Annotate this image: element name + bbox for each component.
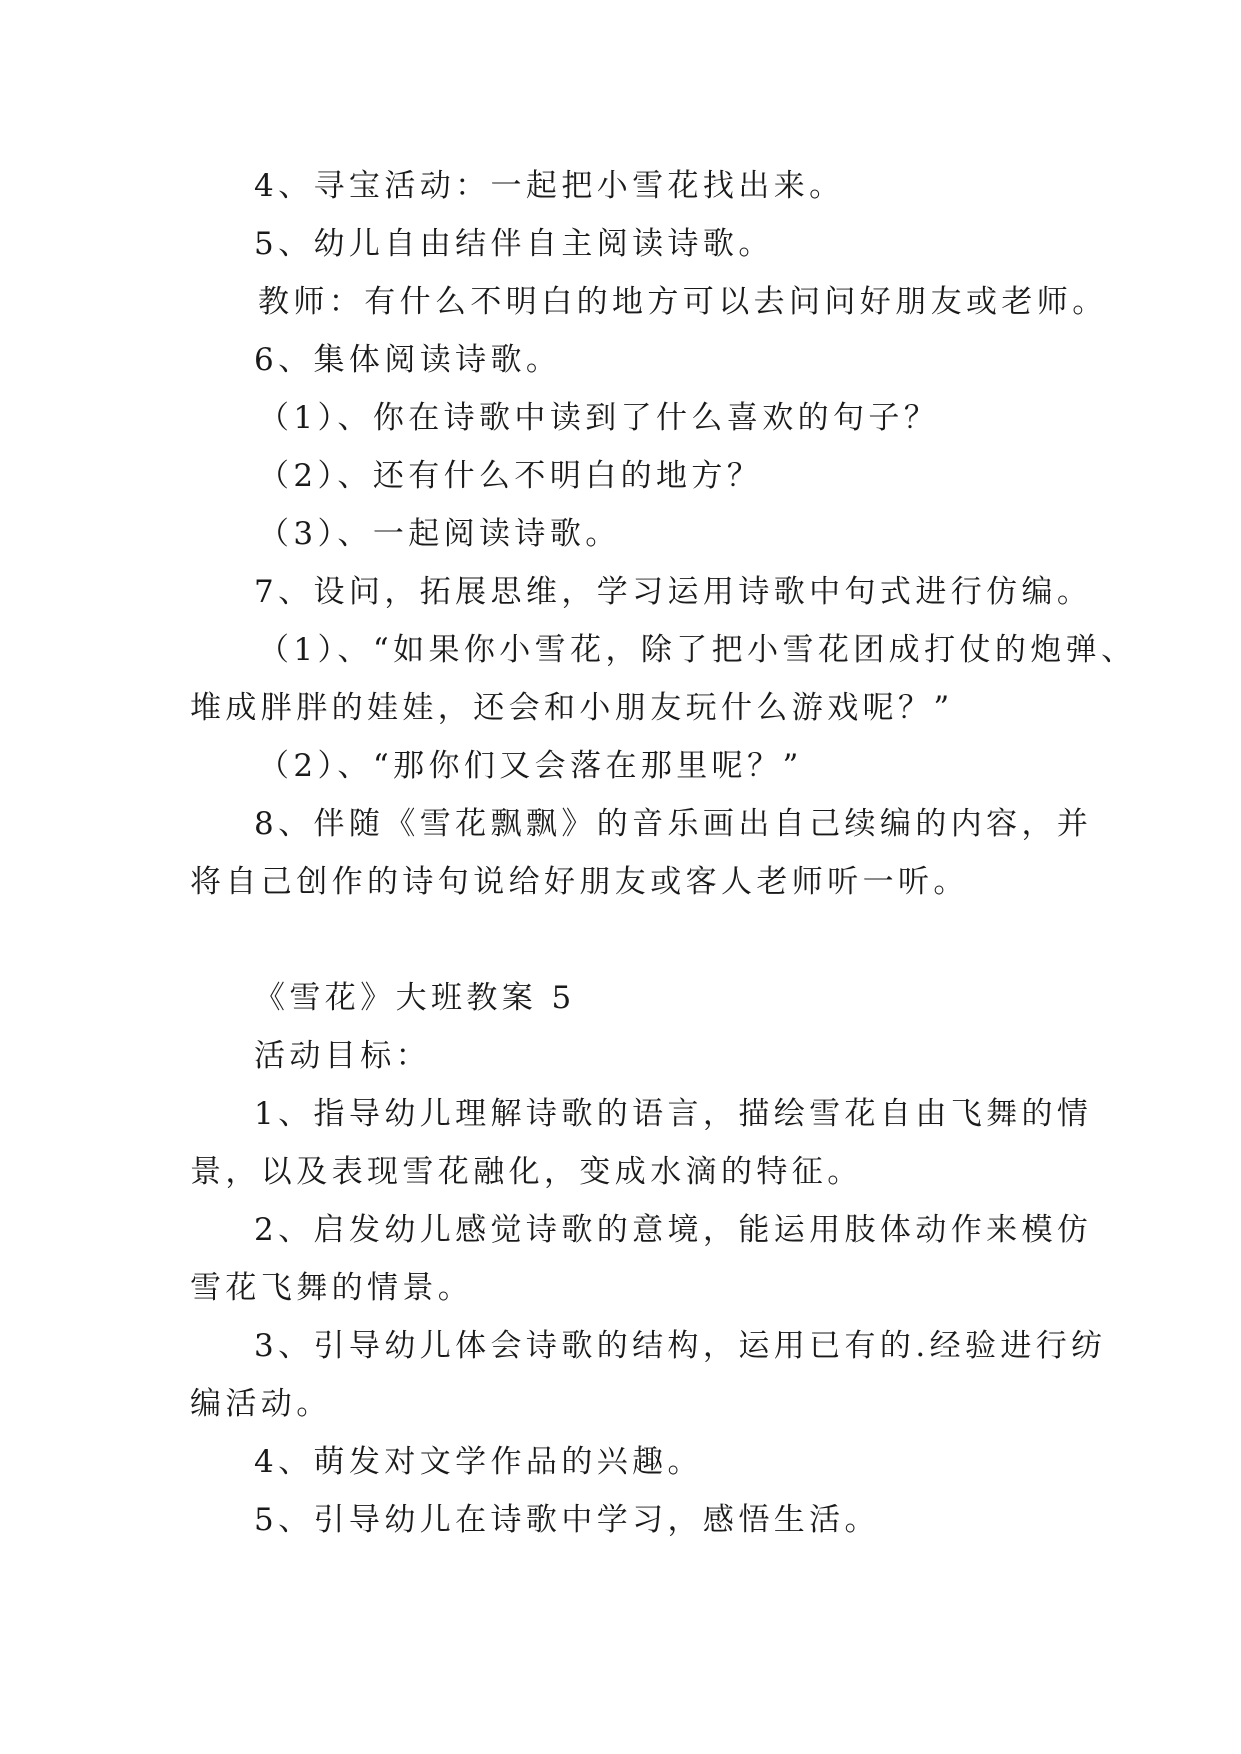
question-1-line: （1）、你在诗歌中读到了什么喜欢的句子？ [258, 400, 940, 436]
objective-2-line: 2、启发幼儿感觉诗歌的意境，能运用肢体动作来模仿 [254, 1212, 1093, 1248]
step-8-line: 8、伴随《雪花飘飘》的音乐画出自己续编的内容，并 [254, 806, 1093, 842]
question-2-line: （2）、还有什么不明白的地方？ [258, 458, 763, 494]
teacher-line: 教师：有什么不明白的地方可以去问问好朋友或老师。 [258, 284, 1108, 320]
section-title: 《雪花》大班教案 5 [254, 980, 576, 1016]
objective-2-continuation: 雪花飞舞的情景。 [190, 1270, 474, 1306]
objective-4-line: 4、萌发对文学作品的兴趣。 [254, 1444, 703, 1480]
step-8-continuation: 将自己创作的诗句说给好朋友或客人老师听一听。 [190, 864, 969, 900]
objective-3-continuation: 编活动。 [190, 1386, 332, 1422]
step-5-line: 5、幼儿自由结伴自主阅读诗歌。 [254, 226, 774, 262]
prompt-1-line: （1）、“如果你小雪花，除了把小雪花团成打仗的炮弹、 [258, 632, 1137, 668]
question-3-line: （3）、一起阅读诗歌。 [258, 516, 621, 552]
prompt-1-continuation: 堆成胖胖的娃娃，还会和小朋友玩什么游戏呢？” [190, 690, 954, 726]
objective-3-line: 3、引导幼儿体会诗歌的结构，运用已有的.经验进行纺 [254, 1328, 1107, 1364]
prompt-2-line: （2）、“那你们又会落在那里呢？” [258, 748, 803, 784]
step-7-line: 7、设问，拓展思维，学习运用诗歌中句式进行仿编。 [254, 574, 1093, 610]
step-4-line: 4、寻宝活动：一起把小雪花找出来。 [254, 168, 845, 204]
objective-5-line: 5、引导幼儿在诗歌中学习，感悟生活。 [254, 1502, 880, 1538]
objective-1-line: 1、指导幼儿理解诗歌的语言，描绘雪花自由飞舞的情 [254, 1096, 1093, 1132]
step-6-line: 6、集体阅读诗歌。 [254, 342, 562, 378]
objectives-heading: 活动目标： [254, 1038, 431, 1074]
objective-1-continuation: 景，以及表现雪花融化，变成水滴的特征。 [190, 1154, 863, 1190]
